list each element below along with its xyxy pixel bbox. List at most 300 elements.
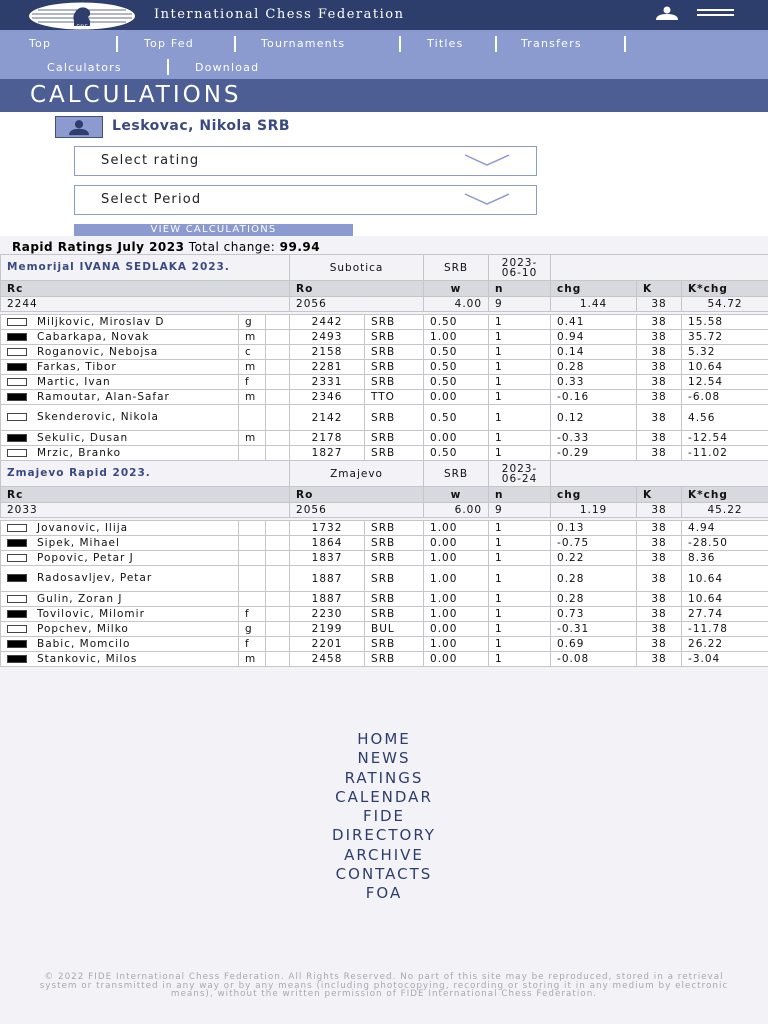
game-n: 1 bbox=[489, 390, 551, 405]
cell-empty bbox=[266, 521, 290, 536]
opponent-cell bbox=[1, 360, 239, 375]
cell-empty bbox=[266, 622, 290, 637]
nav-divider bbox=[234, 36, 236, 52]
white-piece-icon bbox=[7, 413, 27, 421]
cell-empty bbox=[266, 566, 290, 592]
cell-empty bbox=[266, 637, 290, 652]
header-ro: Ro bbox=[290, 281, 424, 297]
nav-transfers[interactable]: Transfers bbox=[521, 37, 582, 50]
opponent-title: g bbox=[239, 622, 266, 637]
tournament-country: SRB bbox=[424, 255, 489, 281]
logo-text: FIDE bbox=[76, 24, 88, 30]
opponent-rating: 2201 bbox=[290, 637, 365, 652]
game-result: 1.00 bbox=[424, 521, 489, 536]
white-piece-icon bbox=[7, 524, 27, 532]
total-kchg: 54.72 bbox=[682, 297, 768, 312]
game-row bbox=[1, 431, 768, 446]
game-result: 0.50 bbox=[424, 360, 489, 375]
opponent-rating: 1887 bbox=[290, 592, 365, 607]
game-n: 1 bbox=[489, 360, 551, 375]
opponent-rating: 2199 bbox=[290, 622, 365, 637]
opponent-name[interactable]: Tovilovic, Milomir bbox=[37, 608, 145, 620]
game-row bbox=[1, 330, 768, 345]
cell-empty bbox=[266, 652, 290, 667]
game-row bbox=[1, 315, 768, 330]
cell-empty bbox=[266, 375, 290, 390]
game-kchg: 10.64 bbox=[682, 592, 768, 607]
game-row bbox=[1, 375, 768, 390]
game-chg: -0.33 bbox=[551, 431, 637, 446]
cell-empty bbox=[266, 360, 290, 375]
opponent-cell bbox=[1, 390, 239, 405]
cell-empty bbox=[266, 536, 290, 551]
user-icon[interactable] bbox=[654, 6, 680, 20]
game-k: 38 bbox=[637, 551, 682, 566]
black-piece-icon bbox=[7, 655, 27, 663]
game-k: 38 bbox=[637, 622, 682, 637]
cell-empty bbox=[266, 405, 290, 431]
opponent-federation: SRB bbox=[365, 431, 424, 446]
opponent-cell bbox=[1, 607, 239, 622]
game-kchg: 10.64 bbox=[682, 566, 768, 592]
tournament-date: 2023-06-24 bbox=[489, 461, 551, 487]
opponent-name[interactable]: Stankovic, Milos bbox=[37, 653, 138, 665]
cell-empty bbox=[266, 592, 290, 607]
opponent-federation: SRB bbox=[365, 607, 424, 622]
game-chg: -0.75 bbox=[551, 536, 637, 551]
opponent-name[interactable]: Farkas, Tibor bbox=[37, 361, 117, 373]
footer-link-calendar[interactable]: CALENDAR bbox=[335, 787, 433, 806]
footer-link-contacts[interactable]: CONTACTS bbox=[335, 865, 433, 884]
game-n: 1 bbox=[489, 637, 551, 652]
game-kchg: 10.64 bbox=[682, 360, 768, 375]
opponent-title bbox=[239, 551, 266, 566]
game-kchg: -11.02 bbox=[682, 446, 768, 461]
opponent-title: g bbox=[239, 315, 266, 330]
white-piece-icon bbox=[7, 625, 27, 633]
opponent-cell bbox=[1, 566, 239, 592]
game-chg: 0.28 bbox=[551, 360, 637, 375]
cell-empty bbox=[266, 551, 290, 566]
game-result: 0.50 bbox=[424, 375, 489, 390]
opponent-title: m bbox=[239, 652, 266, 667]
game-result: 0.00 bbox=[424, 536, 489, 551]
game-row bbox=[1, 405, 768, 431]
opponent-federation: SRB bbox=[365, 536, 424, 551]
total-kchg: 45.22 bbox=[682, 503, 768, 518]
top-bar bbox=[0, 0, 768, 30]
tournament-totals-row bbox=[1, 503, 768, 518]
game-row bbox=[1, 607, 768, 622]
game-n: 1 bbox=[489, 607, 551, 622]
total-n: 9 bbox=[489, 297, 551, 312]
white-piece-icon bbox=[7, 554, 27, 562]
game-n: 1 bbox=[489, 330, 551, 345]
tournament-city: Subotica bbox=[290, 255, 424, 281]
opponent-title bbox=[239, 592, 266, 607]
header-ro: Ro bbox=[290, 487, 424, 503]
game-chg: 0.22 bbox=[551, 551, 637, 566]
game-k: 38 bbox=[637, 405, 682, 431]
game-n: 1 bbox=[489, 622, 551, 637]
opponent-name[interactable]: Popovic, Petar J bbox=[37, 552, 134, 564]
opponent-federation: BUL bbox=[365, 622, 424, 637]
game-chg: -0.29 bbox=[551, 446, 637, 461]
game-chg: 0.28 bbox=[551, 592, 637, 607]
nav-top[interactable]: Top bbox=[29, 37, 52, 50]
opponent-cell bbox=[1, 521, 239, 536]
game-result: 0.00 bbox=[424, 622, 489, 637]
opponent-title: f bbox=[239, 637, 266, 652]
opponent-federation: SRB bbox=[365, 360, 424, 375]
game-result: 0.00 bbox=[424, 390, 489, 405]
nav-divider bbox=[495, 36, 497, 52]
game-kchg: 8.36 bbox=[682, 551, 768, 566]
game-row bbox=[1, 536, 768, 551]
game-kchg: 12.54 bbox=[682, 375, 768, 390]
opponent-cell bbox=[1, 315, 239, 330]
copyright-notice: © 2022 FIDE International Chess Federation. All Rights Reserved. No part of this site may be reproduced, stored in a retrieval system or transmitted in any way or by any means (including photocopying, recording or storing it in any medium by electronic means), without the written permission of FIDE International Chess Federation. bbox=[39, 972, 729, 1000]
calculator-panel bbox=[0, 112, 768, 236]
tournament-name[interactable]: Memorijal IVANA SEDLAKA 2023. bbox=[1, 255, 290, 281]
opponent-rating: 2458 bbox=[290, 652, 365, 667]
opponent-federation: SRB bbox=[365, 446, 424, 461]
opponent-federation: SRB bbox=[365, 521, 424, 536]
tournament-row bbox=[1, 255, 768, 281]
opponent-federation: SRB bbox=[365, 566, 424, 592]
opponent-federation: SRB bbox=[365, 375, 424, 390]
opponent-title: f bbox=[239, 375, 266, 390]
game-n: 1 bbox=[489, 652, 551, 667]
game-n: 1 bbox=[489, 446, 551, 461]
opponent-title bbox=[239, 566, 266, 592]
game-chg: 0.28 bbox=[551, 566, 637, 592]
opponent-title: c bbox=[239, 345, 266, 360]
opponent-name[interactable]: Babic, Momcilo bbox=[37, 638, 131, 650]
black-piece-icon bbox=[7, 363, 27, 371]
game-result: 0.50 bbox=[424, 405, 489, 431]
column-header-row bbox=[1, 281, 768, 297]
total-k: 38 bbox=[637, 503, 682, 518]
opponent-rating: 1864 bbox=[290, 536, 365, 551]
header-w: w bbox=[424, 487, 489, 503]
column-header-row bbox=[1, 487, 768, 503]
game-k: 38 bbox=[637, 390, 682, 405]
opponent-cell bbox=[1, 405, 239, 431]
game-kchg: 27.74 bbox=[682, 607, 768, 622]
cell-empty bbox=[266, 431, 290, 446]
cell-empty bbox=[266, 390, 290, 405]
summary-period: Rapid Ratings July 2023 bbox=[12, 240, 185, 254]
opponent-title bbox=[239, 446, 266, 461]
opponent-cell bbox=[1, 652, 239, 667]
opponent-name[interactable]: Martic, Ivan bbox=[37, 376, 111, 388]
game-n: 1 bbox=[489, 345, 551, 360]
game-row bbox=[1, 551, 768, 566]
opponent-name[interactable]: Gulin, Zoran J bbox=[37, 593, 123, 605]
opponent-name[interactable]: Jovanovic, Ilija bbox=[37, 522, 129, 534]
opponent-federation: SRB bbox=[365, 405, 424, 431]
game-k: 38 bbox=[637, 536, 682, 551]
total-n: 9 bbox=[489, 503, 551, 518]
opponent-cell bbox=[1, 446, 239, 461]
opponent-rating: 2230 bbox=[290, 607, 365, 622]
game-row bbox=[1, 622, 768, 637]
game-kchg: -28.50 bbox=[682, 536, 768, 551]
fide-logo[interactable] bbox=[28, 2, 136, 30]
opponent-title: m bbox=[239, 390, 266, 405]
period-select-label: Select Period bbox=[101, 192, 202, 207]
page-title: CALCULATIONS bbox=[30, 82, 242, 108]
black-piece-icon bbox=[7, 333, 27, 341]
game-result: 0.50 bbox=[424, 315, 489, 330]
game-k: 38 bbox=[637, 345, 682, 360]
tournament-filler bbox=[551, 461, 768, 487]
header-kchg: K*chg bbox=[682, 281, 768, 297]
game-result: 1.00 bbox=[424, 592, 489, 607]
game-chg: -0.08 bbox=[551, 652, 637, 667]
game-kchg: 4.56 bbox=[682, 405, 768, 431]
summary-change-value: 99.94 bbox=[279, 240, 321, 254]
header-kchg: K*chg bbox=[682, 487, 768, 503]
opponent-title: m bbox=[239, 330, 266, 345]
game-result: 1.00 bbox=[424, 330, 489, 345]
header-w: w bbox=[424, 281, 489, 297]
header-chg: chg bbox=[551, 281, 637, 297]
opponent-cell bbox=[1, 637, 239, 652]
opponent-name[interactable]: Cabarkapa, Novak bbox=[37, 331, 150, 343]
game-n: 1 bbox=[489, 521, 551, 536]
game-chg: 0.14 bbox=[551, 345, 637, 360]
rating-select-label: Select rating bbox=[101, 153, 200, 168]
tournament-totals-row bbox=[1, 297, 768, 312]
nav-top-fed[interactable]: Top Fed bbox=[144, 37, 194, 50]
nav-divider bbox=[624, 36, 626, 52]
game-chg: 0.94 bbox=[551, 330, 637, 345]
opponent-federation: SRB bbox=[365, 592, 424, 607]
black-piece-icon bbox=[7, 434, 27, 442]
game-row bbox=[1, 566, 768, 592]
opponent-rating: 1887 bbox=[290, 566, 365, 592]
game-row bbox=[1, 521, 768, 536]
opponent-cell bbox=[1, 431, 239, 446]
game-chg: 0.69 bbox=[551, 637, 637, 652]
game-row bbox=[1, 446, 768, 461]
game-n: 1 bbox=[489, 405, 551, 431]
game-result: 0.50 bbox=[424, 345, 489, 360]
header-n: n bbox=[489, 487, 551, 503]
game-k: 38 bbox=[637, 652, 682, 667]
footer-link-foa[interactable]: FOA bbox=[365, 884, 403, 903]
game-result: 1.00 bbox=[424, 551, 489, 566]
game-n: 1 bbox=[489, 592, 551, 607]
opponent-cell bbox=[1, 536, 239, 551]
cell-empty bbox=[266, 315, 290, 330]
opponent-cell bbox=[1, 622, 239, 637]
white-piece-icon bbox=[7, 318, 27, 326]
total-rc: 2244 bbox=[1, 297, 290, 312]
game-row bbox=[1, 652, 768, 667]
header-k: K bbox=[637, 281, 682, 297]
nav-titles[interactable]: Titles bbox=[427, 37, 464, 50]
footer-link-news[interactable]: NEWS bbox=[357, 749, 411, 768]
header-rc: Rc bbox=[1, 281, 290, 297]
game-n: 1 bbox=[489, 315, 551, 330]
nav-tournaments[interactable]: Tournaments bbox=[261, 37, 346, 50]
opponent-rating: 2442 bbox=[290, 315, 365, 330]
total-w: 4.00 bbox=[424, 297, 489, 312]
opponent-federation: SRB bbox=[365, 315, 424, 330]
opponent-federation: SRB bbox=[365, 652, 424, 667]
opponent-rating: 2331 bbox=[290, 375, 365, 390]
chevron-down-icon bbox=[464, 153, 510, 167]
main-nav bbox=[0, 30, 768, 79]
opponent-name[interactable]: Miljkovic, Miroslav D bbox=[37, 316, 165, 328]
header-chg: chg bbox=[551, 487, 637, 503]
game-chg: -0.31 bbox=[551, 622, 637, 637]
game-chg: 0.13 bbox=[551, 521, 637, 536]
game-chg: 0.73 bbox=[551, 607, 637, 622]
game-row bbox=[1, 390, 768, 405]
opponent-rating: 1827 bbox=[290, 446, 365, 461]
footer-link-fide[interactable]: FIDE bbox=[362, 807, 406, 826]
opponent-cell bbox=[1, 375, 239, 390]
game-k: 38 bbox=[637, 375, 682, 390]
opponent-federation: SRB bbox=[365, 330, 424, 345]
total-ro: 2056 bbox=[290, 297, 424, 312]
opponent-cell bbox=[1, 345, 239, 360]
opponent-name[interactable]: Ramoutar, Alan-Safar bbox=[37, 391, 170, 403]
tournament-country: SRB bbox=[424, 461, 489, 487]
nav-calculators[interactable]: Calculators bbox=[47, 61, 122, 74]
game-result: 1.00 bbox=[424, 607, 489, 622]
cell-empty bbox=[266, 607, 290, 622]
game-n: 1 bbox=[489, 375, 551, 390]
game-k: 38 bbox=[637, 637, 682, 652]
game-kchg: -11.78 bbox=[682, 622, 768, 637]
header-rc: Rc bbox=[1, 487, 290, 503]
game-n: 1 bbox=[489, 551, 551, 566]
game-chg: 0.33 bbox=[551, 375, 637, 390]
white-piece-icon bbox=[7, 348, 27, 356]
player-card-icon bbox=[55, 116, 103, 138]
header-n: n bbox=[489, 281, 551, 297]
opponent-federation: TTO bbox=[365, 390, 424, 405]
nav-divider bbox=[399, 36, 401, 52]
game-k: 38 bbox=[637, 446, 682, 461]
black-piece-icon bbox=[7, 393, 27, 401]
opponent-federation: SRB bbox=[365, 637, 424, 652]
game-kchg: -3.04 bbox=[682, 652, 768, 667]
game-chg: 0.41 bbox=[551, 315, 637, 330]
game-result: 1.00 bbox=[424, 566, 489, 592]
game-k: 38 bbox=[637, 315, 682, 330]
tournament-date: 2023-06-10 bbox=[489, 255, 551, 281]
opponent-rating: 2178 bbox=[290, 431, 365, 446]
black-piece-icon bbox=[7, 574, 27, 582]
game-result: 1.00 bbox=[424, 637, 489, 652]
opponent-name[interactable]: Roganovic, Nebojsa bbox=[37, 346, 159, 358]
opponent-name[interactable]: Radosavljev, Petar bbox=[37, 572, 153, 584]
game-chg: -0.16 bbox=[551, 390, 637, 405]
menu-icon[interactable] bbox=[697, 9, 734, 21]
opponent-federation: SRB bbox=[365, 345, 424, 360]
black-piece-icon bbox=[7, 640, 27, 648]
opponent-title: m bbox=[239, 360, 266, 375]
footer-link-directory[interactable]: DIRECTORY bbox=[332, 826, 436, 845]
total-k: 38 bbox=[637, 297, 682, 312]
footer-link-archive[interactable]: ARCHIVE bbox=[344, 845, 424, 864]
game-n: 1 bbox=[489, 431, 551, 446]
opponent-name[interactable]: Mrzic, Branko bbox=[37, 447, 121, 459]
game-k: 38 bbox=[637, 566, 682, 592]
tournament-row bbox=[1, 461, 768, 487]
site-title: International Chess Federation bbox=[154, 7, 405, 22]
player-name[interactable]: Leskovac, Nikola SRB bbox=[112, 118, 291, 134]
footer-link-home[interactable]: HOME bbox=[357, 730, 411, 748]
game-chg: 0.12 bbox=[551, 405, 637, 431]
game-k: 38 bbox=[637, 431, 682, 446]
view-calculations-button[interactable]: VIEW CALCULATIONS bbox=[74, 224, 353, 236]
game-kchg: 4.94 bbox=[682, 521, 768, 536]
game-row bbox=[1, 360, 768, 375]
game-row bbox=[1, 637, 768, 652]
nav-download[interactable]: Download bbox=[195, 61, 260, 74]
game-kchg: 15.58 bbox=[682, 315, 768, 330]
tournament-city: Zmajevo bbox=[290, 461, 424, 487]
opponent-name[interactable]: Popchev, Milko bbox=[37, 623, 129, 635]
opponent-rating: 2281 bbox=[290, 360, 365, 375]
opponent-name[interactable]: Sipek, Mihael bbox=[37, 537, 120, 549]
opponent-title: m bbox=[239, 431, 266, 446]
opponent-name[interactable]: Skenderovic, Nikola bbox=[37, 411, 159, 423]
footer-nav bbox=[0, 730, 768, 904]
footer-link-ratings[interactable]: RATINGS bbox=[344, 768, 424, 787]
game-result: 0.00 bbox=[424, 431, 489, 446]
calculations-table bbox=[0, 254, 768, 667]
opponent-name[interactable]: Sekulic, Dusan bbox=[37, 432, 129, 444]
opponent-rating: 2346 bbox=[290, 390, 365, 405]
game-k: 38 bbox=[637, 607, 682, 622]
header-k: K bbox=[637, 487, 682, 503]
opponent-title bbox=[239, 521, 266, 536]
game-kchg: 35.72 bbox=[682, 330, 768, 345]
cell-empty bbox=[266, 446, 290, 461]
total-chg: 1.44 bbox=[551, 297, 637, 312]
rating-summary bbox=[12, 240, 320, 254]
opponent-cell bbox=[1, 551, 239, 566]
game-k: 38 bbox=[637, 521, 682, 536]
cell-empty bbox=[266, 330, 290, 345]
game-row bbox=[1, 592, 768, 607]
total-chg: 1.19 bbox=[551, 503, 637, 518]
rating-select[interactable] bbox=[74, 146, 537, 176]
page-header bbox=[0, 79, 768, 112]
period-select[interactable] bbox=[74, 185, 537, 215]
nav-divider bbox=[167, 59, 169, 75]
tournament-filler bbox=[551, 255, 768, 281]
white-piece-icon bbox=[7, 449, 27, 457]
opponent-cell bbox=[1, 330, 239, 345]
opponent-cell bbox=[1, 592, 239, 607]
game-k: 38 bbox=[637, 330, 682, 345]
summary-change-label: Total change: bbox=[188, 240, 276, 254]
game-kchg: -6.08 bbox=[682, 390, 768, 405]
game-row bbox=[1, 345, 768, 360]
white-piece-icon bbox=[7, 378, 27, 386]
total-w: 6.00 bbox=[424, 503, 489, 518]
tournament-name[interactable]: Zmajevo Rapid 2023. bbox=[1, 461, 290, 487]
